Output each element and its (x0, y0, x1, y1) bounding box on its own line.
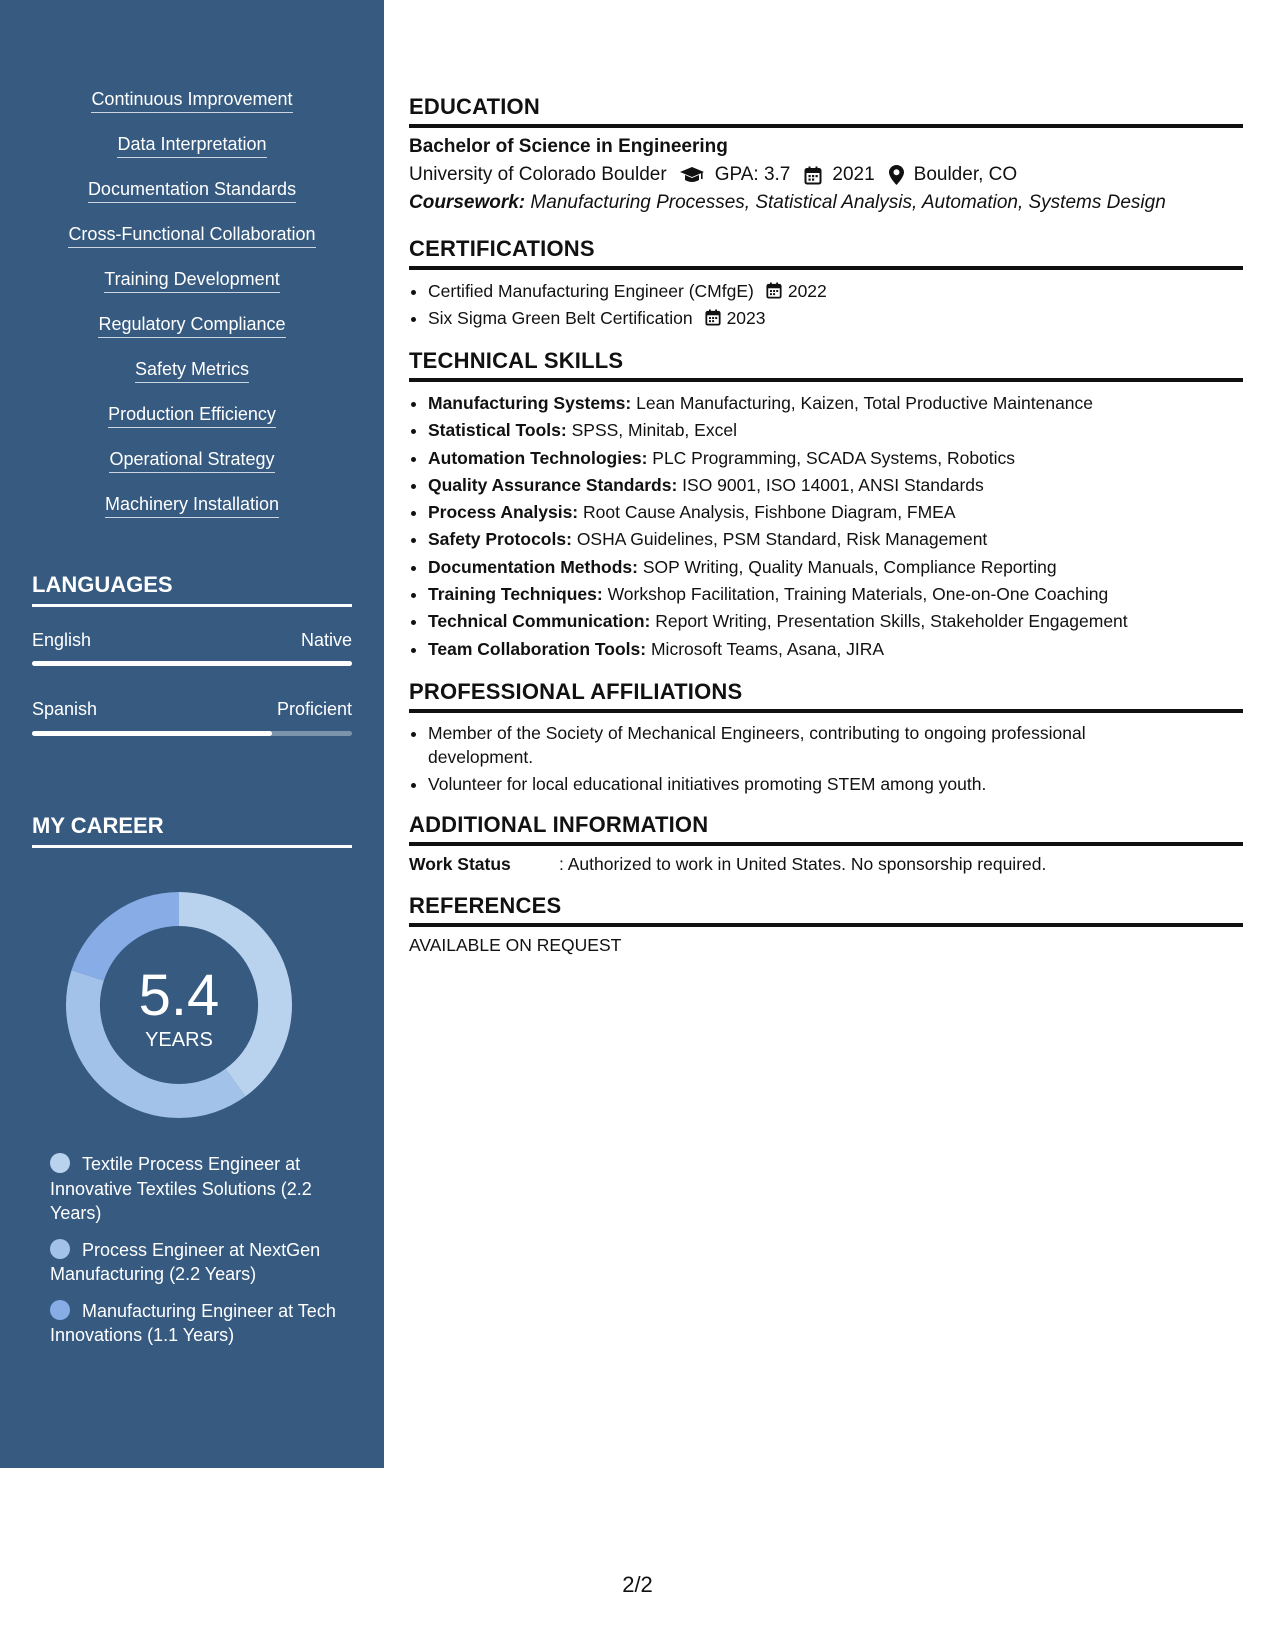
calendar-icon (766, 282, 782, 299)
technical-skill-item (428, 472, 1243, 499)
location-pin-icon (889, 165, 904, 185)
references-text: AVAILABLE ON REQUEST (409, 934, 622, 955)
coursework (409, 192, 1243, 214)
legend-dot-icon (50, 1239, 70, 1259)
skill-tag: Continuous Improvement (91, 88, 292, 113)
certification-year: 2023 (726, 308, 766, 328)
references-heading: REFERENCES (409, 893, 1243, 927)
skill-category: Manufacturing Systems: (428, 393, 632, 413)
skills-list (0, 88, 384, 538)
certifications-list (409, 278, 1243, 332)
skill-values: Root Cause Analysis, Fishbone Diagram, FMEA (583, 502, 956, 523)
skill-category: Technical Communication: (428, 611, 651, 632)
career-donut-chart (66, 892, 292, 1118)
language-row (32, 699, 352, 720)
skill-tag: Production Efficiency (108, 403, 276, 428)
technical-skill-item (428, 608, 1243, 635)
career-legend-item (50, 1299, 340, 1348)
skill-values: SPSS, Minitab, Excel (571, 420, 737, 441)
language-level: Proficient (276, 699, 352, 719)
technical-skills-list (409, 390, 1243, 663)
additional-info-heading: ADDITIONAL INFORMATION (409, 812, 1243, 846)
school-location: Boulder, CO (913, 164, 1018, 185)
language-name: English (32, 630, 92, 650)
calendar-icon (804, 166, 822, 185)
skill-tag: Regulatory Compliance (98, 313, 285, 338)
degree-title: Bachelor of Science in Engineering (409, 136, 728, 157)
career-total: 5.4 (138, 963, 220, 1028)
skill-values: Microsoft Teams, Asana, JIRA (650, 638, 885, 659)
certification-item (428, 278, 1243, 305)
skill-tag: Machinery Installation (105, 493, 279, 518)
skill-tag: Operational Strategy (109, 448, 274, 473)
language-bar (32, 731, 352, 736)
affiliation-item: • Volunteer for local educational initiatives promoting STEM among youth. (428, 772, 1163, 796)
certification-item (428, 305, 1243, 332)
legend-dot-icon (50, 1300, 70, 1320)
skill-values: Workshop Facilitation, Training Materials, One-on-One Coaching (607, 584, 1109, 605)
graduation-year: 2021 (832, 164, 875, 185)
skill-category: Safety Protocols: (428, 529, 572, 550)
affiliation-item: • Member of the Society of Mechanical Engineers, contributing to ongoing professional development. (428, 721, 1163, 769)
skill-category: Automation Technologies: (428, 447, 648, 468)
work-status-value: : Authorized to work in United States. No sponsorship required. (559, 853, 1047, 874)
career-heading: MY CAREER (32, 813, 352, 848)
work-status-label: Work Status (409, 853, 511, 874)
legend-dot-icon (50, 1153, 70, 1173)
career-legend (50, 1152, 340, 1360)
technical-skill-item (428, 554, 1243, 581)
page-number: 2/2 (622, 1572, 653, 1597)
skill-values: Report Writing, Presentation Skills, Stakeholder Engagement (655, 611, 1128, 632)
language-level: Native (300, 630, 352, 650)
skill-category: Statistical Tools: (428, 420, 567, 441)
skill-values: Lean Manufacturing, Kaizen, Total Productive Maintenance (636, 393, 1094, 413)
career-unit: YEARS (145, 1029, 213, 1051)
coursework-label: Coursework: (409, 192, 526, 213)
main-content (409, 94, 1243, 956)
skill-tag: Cross-Functional Collaboration (68, 223, 315, 248)
skill-tag: Documentation Standards (88, 178, 296, 203)
languages-heading: LANGUAGES (32, 572, 352, 607)
certification-name: Certified Manufacturing Engineer (CMfgE) (428, 281, 754, 301)
skill-category: Process Analysis: (428, 502, 579, 523)
technical-skill-item (428, 526, 1243, 553)
coursework-list: Manufacturing Processes, Statistical Analysis, Automation, Systems Design (530, 192, 1166, 213)
skill-category: Training Techniques: (428, 584, 603, 605)
affiliations-heading: PROFESSIONAL AFFILIATIONS (409, 679, 1243, 713)
skill-tag: Training Development (104, 268, 279, 293)
language-bar (32, 661, 352, 666)
language-name: Spanish (32, 699, 98, 719)
career-legend-item (50, 1152, 340, 1226)
skill-values: PLC Programming, SCADA Systems, Robotics (652, 447, 1016, 468)
career-legend-text: Textile Process Engineer at Innovative Textiles Solutions (2.2 Years) (50, 1154, 312, 1223)
technical-skill-item (428, 417, 1243, 444)
technical-skills-heading: TECHNICAL SKILLS (409, 348, 1243, 382)
certification-name: Six Sigma Green Belt Certification (428, 308, 693, 328)
gpa: GPA: 3.7 (714, 164, 791, 185)
graduation-cap-icon (679, 166, 705, 184)
career-legend-item (50, 1238, 340, 1287)
language-row (32, 630, 352, 651)
technical-skill-item (428, 636, 1243, 663)
technical-skill-item (428, 445, 1243, 472)
skill-category: Documentation Methods: (428, 556, 638, 577)
career-legend-text: Process Engineer at NextGen Manufacturing (2.2 Years) (50, 1239, 321, 1284)
skill-tag: Safety Metrics (135, 358, 249, 383)
certifications-heading: CERTIFICATIONS (409, 236, 1243, 270)
language-bar-fill (32, 661, 352, 666)
skill-tag: Data Interpretation (117, 133, 266, 158)
school-name: University of Colorado Boulder (409, 164, 667, 185)
technical-skill-item (428, 581, 1243, 608)
education-heading: EDUCATION (409, 94, 1243, 128)
education-details (409, 164, 1243, 186)
work-status-row (409, 854, 1243, 875)
career-legend-text: Manufacturing Engineer at Tech Innovations (1.1 Years) (50, 1300, 336, 1345)
skill-values: OSHA Guidelines, PSM Standard, Risk Management (576, 529, 988, 550)
certification-year: 2022 (787, 281, 827, 301)
skill-values: SOP Writing, Quality Manuals, Compliance Reporting (642, 556, 1057, 577)
skill-category: Team Collaboration Tools: (428, 638, 647, 659)
technical-skill-item (428, 499, 1243, 526)
language-bar-fill (32, 731, 272, 736)
technical-skill-item (428, 390, 1243, 417)
affiliations-list (409, 721, 1243, 796)
skill-category: Quality Assurance Standards: (428, 474, 678, 495)
calendar-icon (705, 309, 721, 326)
skill-values: ISO 9001, ISO 14001, ANSI Standards (682, 474, 984, 495)
sidebar (0, 0, 384, 1468)
